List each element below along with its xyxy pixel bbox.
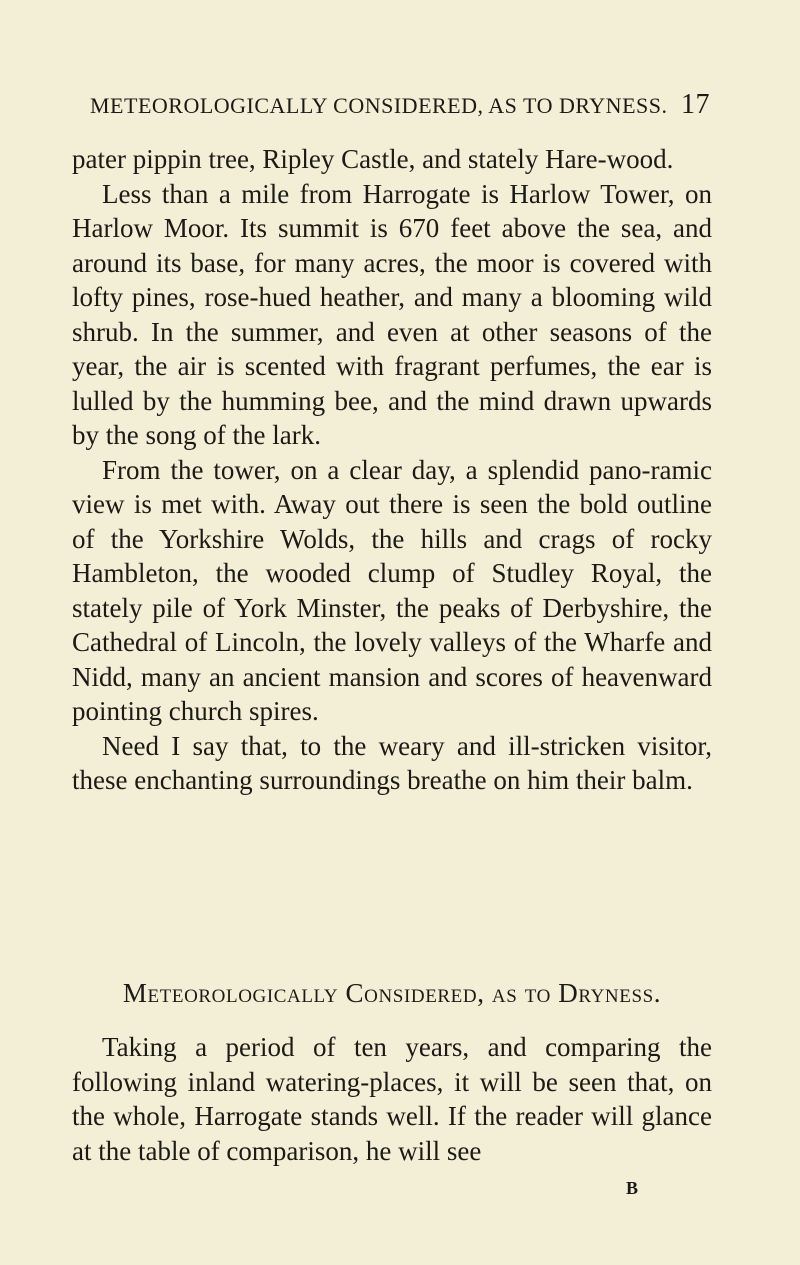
paragraph-4: Need I say that, to the weary and ill-stricken visitor, these enchanting surroundings breathe on him their balm. bbox=[72, 730, 712, 795]
signature-mark: B bbox=[626, 1178, 639, 1198]
section-heading: Meteorologically Considered, as to Dryness. bbox=[122, 978, 662, 1008]
paragraph-2: Less than a mile from Harrogate is Harlow Tower, on Harlow Moor. Its summit is 670 feet above the sea, and around its base, for many acres, the moor is covered with lofty pines, rose-hued heather, and many a blooming wild shrub. In the summer, and even at other seasons of the year, the air is scented with fragrant perfumes, the ear is lulled by the humming bee, and the mind drawn upwards by the song of the lark. bbox=[72, 178, 712, 450]
section-body-text bbox=[72, 1030, 712, 1168]
body-text bbox=[72, 142, 712, 798]
running-head bbox=[90, 89, 710, 123]
section-paragraph: Taking a period of ten years, and comparing the following inland watering-places, it will be seen that, on the whole, Harrogate stands well. If the reader will glance at the table of comparison, he will see bbox=[72, 1032, 712, 1166]
running-head-title: METEOROLOGICALLY CONSIDERED, AS TO DRYNESS. bbox=[90, 93, 668, 118]
page-number: 17 bbox=[681, 89, 710, 120]
paragraph-1: pater pippin tree, Ripley Castle, and stately Hare-wood. bbox=[72, 144, 674, 174]
paragraph-3: From the tower, on a clear day, a splendid pano-ramic view is met with. Away out there is seen the bold outline of the Yorkshire Wolds, the hills and crags of rocky Hambleton, the wooded clump of Studley Royal, the stately pile of York Minster, the peaks of Derbyshire, the Cathedral of Lincoln, the lovely valleys of the Wharfe and Nidd, many an ancient mansion and scores of heavenward pointing church spires. bbox=[72, 454, 712, 726]
